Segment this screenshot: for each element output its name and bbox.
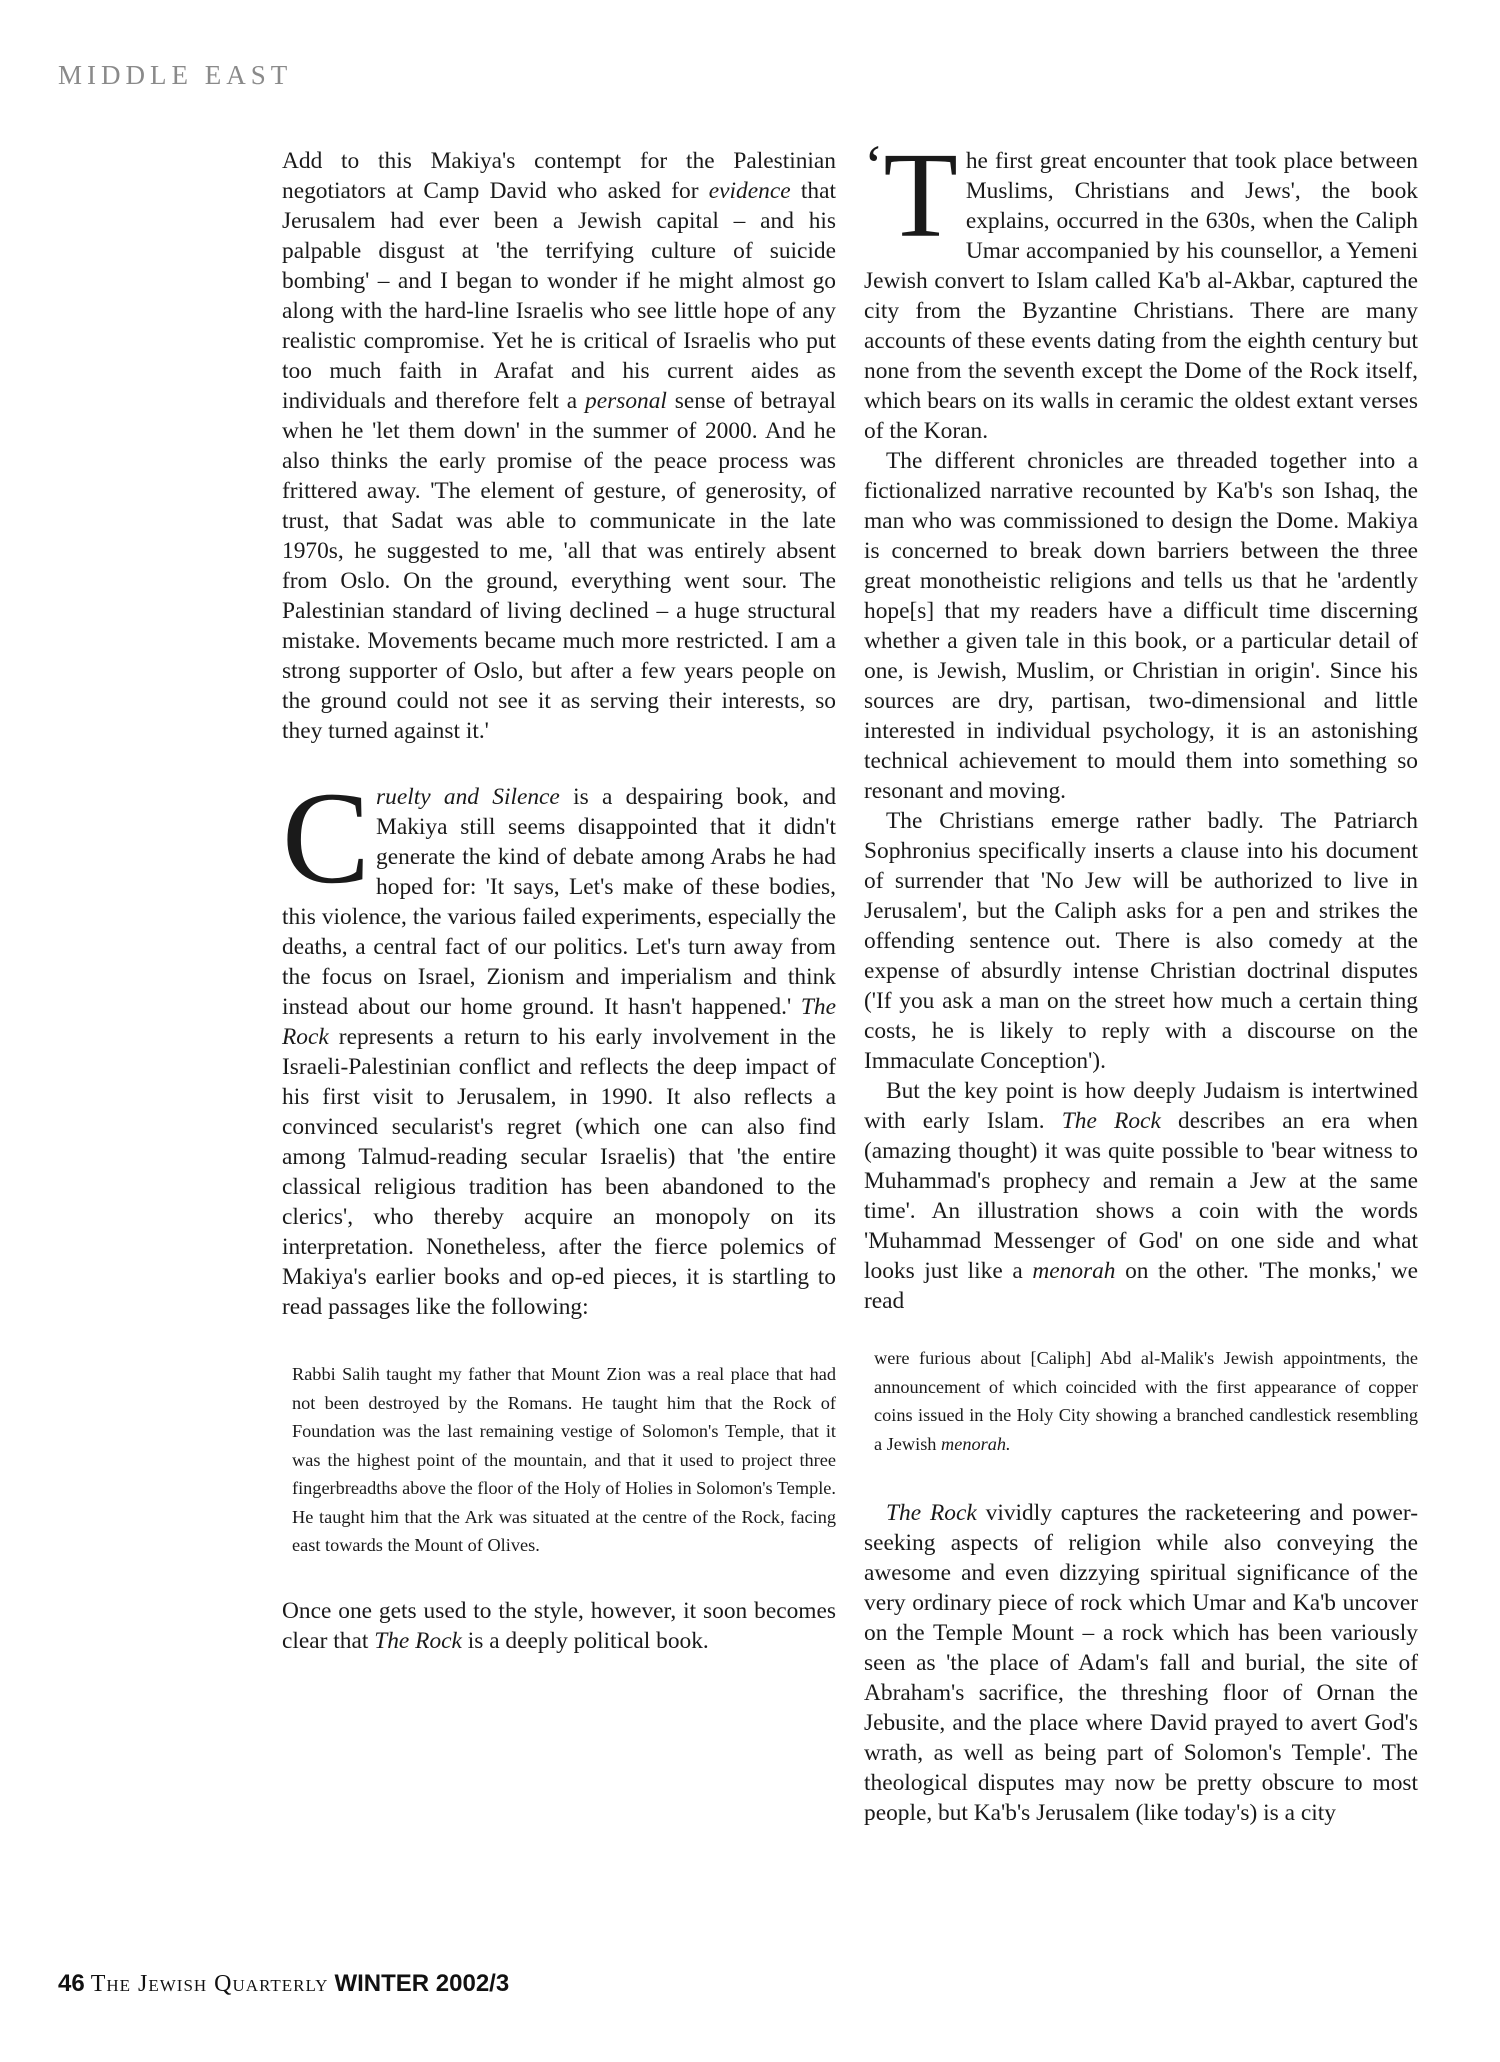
block-quote: were furious about [Caliph] Abd al-Malik's Jewish appointments, the announcement of which coincided with the first appearance of copper coins issued in the Holy City showing a branched candlestick resembling a Jewish menorah. [874, 1348, 1418, 1454]
issue-label: WINTER 2002/3 [334, 1970, 510, 1997]
right-paragraph-3: The Christians emerge rather badly. The Patriarch Sophronius specifically inserts a clause into his document of surrender that 'No Jew will be authorized to live in Jerusalem', but the Caliph asks for a pen and strikes the offending sentence out. There is also comedy at the expense of absurdly intense Christian doctrinal disputes ('If you ask a man on the street how much a certain thing costs, he is likely to reply with a discourse on the Immaculate Conception'). [864, 808, 1418, 1074]
right-paragraph-1: ‘T he first great encounter that took place between Muslims, Christians and Jews', the book explains, occurred in the 630s, when the Caliph Umar accompanied by his counsellor, a Yemeni Jewish convert to Islam called Ka'b al-Akbar, captured the city from the Byzantine Christians. There are many accounts of these events dating from the eighth century but none from the seventh except the Dome of the Rock itself, which bears on its walls in ceramic the oldest extant verses of the Koran. [864, 128, 1418, 444]
section-label: MIDDLE EAST [58, 60, 293, 90]
block-quote: Rabbi Salih taught my father that Mount Zion was a real place that had not been destroyed by the Romans. He taught him that the Rock of Foundation was the last remaining vestige of Solomon's Temple, that it was the highest point of the mountain, and that it used to project three fingerbreadths above the floor of the Holy of Holies in Solomon's Temple. He taught him that the Ark was situated at the centre of the Rock, facing east towards the Mount of Olives. [292, 1364, 836, 1555]
left-column [282, 146, 836, 1656]
right-paragraph-2: The different chronicles are threaded together into a fictionalized narrative recounted by Ka'b's son Ishaq, the man who was commissioned to design the Dome. Makiya is concerned to break down barriers between the three great monotheistic religions and tells us that he 'ardently hope[s] that my readers have a difficult time discerning whether a given tale in this book, or a particular detail of one, is Jewish, Muslim, or Christian in origin'. Since his sources are dry, partisan, two-dimensional and little interested in individual psychology, it is an astonishing technical achievement to mould them into something so resonant and moving. [864, 448, 1418, 804]
publication-name: The Jewish Quarterly [90, 1971, 329, 1997]
page-footer [58, 1970, 509, 1998]
page-number: 46 [58, 1970, 85, 1997]
drop-cap: ‘T [864, 128, 958, 263]
right-column [864, 128, 1418, 1828]
right-paragraph-4: But the key point is how deeply Judaism is intertwined with early Islam. The Rock describes an era when (amazing thought) it was quite possible to 'bear witness to Muhammad's prophecy and remain a Jew at the same time'. An illustration shows a coin with the words 'Muhammad Messenger of God' on one side and what looks just like a menorah on the other. 'The monks,' we read [864, 1078, 1418, 1314]
left-paragraph-2: Cruelty and Silence is a despairing book, and Makiya still seems disappointed that it didn't generate the kind of debate among Arabs he had hoped for: 'It says, Let's make of these bodies, this violence, the various failed experiments, especially the deaths, a central fact of our politics. Let's turn away from the focus on Israel, Zionism and imperialism and think instead about our home ground. It hasn't happened.' The Rock represents a return to his early involvement in the Israeli-Palestinian conflict and reflects the deep impact of his first visit to Jerusalem, in 1990. It also reflects a convinced secularist's regret (which one can also find among Talmud-reading secular Israelis) that 'the entire classical religious tradition has been abandoned to the clerics', who thereby acquire an monopoly on its interpretation. Nonetheless, after the fierce polemics of Makiya's earlier books and op-ed pieces, it is startling to read passages like the following: [282, 764, 837, 1320]
drop-cap: C [282, 764, 371, 911]
left-paragraph-3: Once one gets used to the style, however, it soon becomes clear that The Rock is a deeply political book. [282, 1597, 836, 1654]
left-paragraph-1: Add to this Makiya's contempt for the Palestinian negotiators at Camp David who asked for evidence that Jerusalem had ever been a Jewish capital – and his palpable disgust at 'the terrifying culture of suicide bombing' – and I began to wonder if he might almost go along with the hard-line Israelis who see little hope of any realistic compromise. Yet he is critical of Israelis who put too much faith in Arafat and his current aides as individuals and therefore felt a personal sense of betrayal when he 'let them down' in the summer of 2000. And he also thinks the early promise of the peace process was frittered away. 'The element of gesture, of generosity, of trust, that Sadat was able to communicate in the late 1970s, he suggested to me, 'all that was entirely absent from Oslo. On the ground, everything went sour. The Palestinian standard of living declined – a huge structural mistake. Movements became much more restricted. I am a strong supporter of Oslo, but after a few years people on the ground could not see it as serving their interests, so they turned against it.' [282, 148, 837, 744]
right-paragraph-5: The Rock vividly captures the racketeering and power-seeking aspects of religion while also conveying the awesome and even dizzying spiritual significance of the very ordinary piece of rock which Umar and Ka'b uncover on the Temple Mount – a rock which has been variously seen as 'the place of Adam's fall and burial, the site of Abraham's sacrifice, the threshing floor of Ornan the Jebusite, and the place where David prayed to avert God's wrath, as well as being part of Solomon's Temple'. The theological disputes may now be pretty obscure to most people, but Ka'b's Jerusalem (like today's) is a city [864, 1500, 1418, 1826]
